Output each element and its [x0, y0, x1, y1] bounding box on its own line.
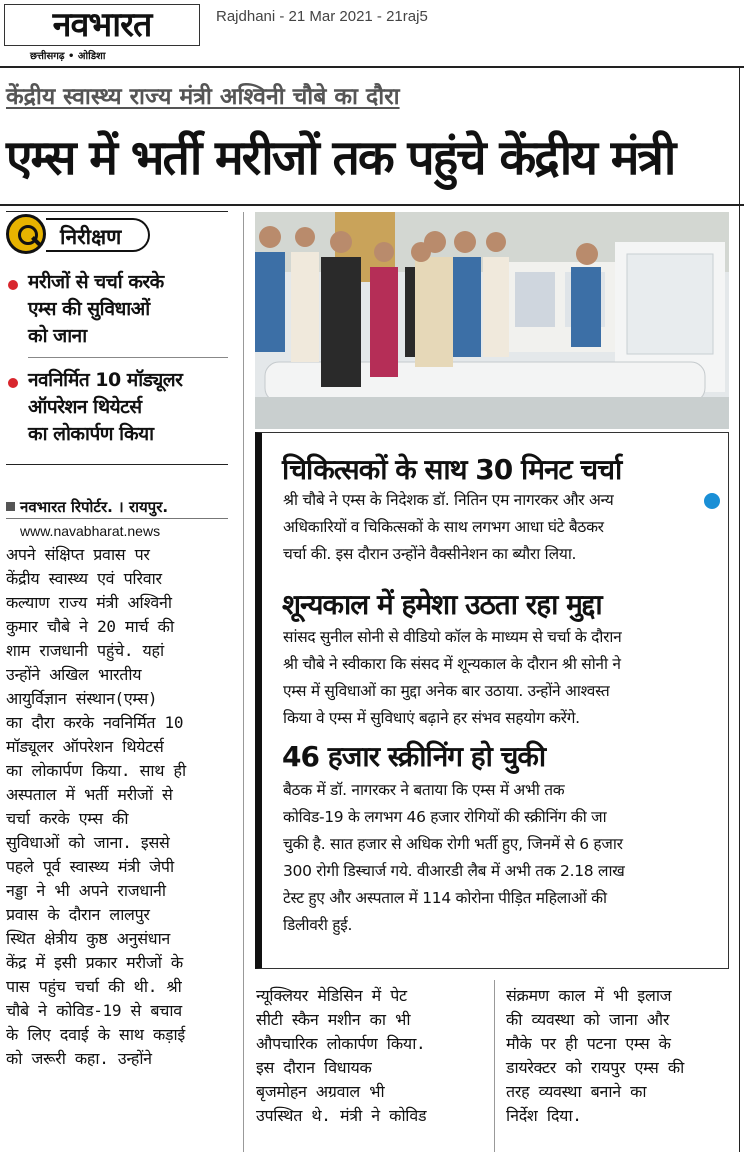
- top-rule: [0, 66, 744, 68]
- website: www.navabharat.news: [20, 523, 161, 539]
- inspection-label: निरीक्षण: [46, 218, 150, 252]
- panel-bottom-rule: [6, 464, 228, 465]
- point-divider: [28, 357, 228, 358]
- byline-square: [6, 502, 15, 511]
- column-rule: [494, 980, 495, 1152]
- section-heading-1: चिकित्सकों के साथ 30 मिनट चर्चा: [282, 453, 622, 486]
- section-text-1: श्री चौबे ने एम्स के निदेशक डॉ. नितिन एम नागरकर और अन्य अधिकारियों व चिकित्सकों के साथ लगभग आधा घंटे बैठकर चर्चा की. इस दौरान उन्होंने वैक्सीनेशन का ब्यौरा लिया.: [283, 491, 614, 563]
- inspection-point-1: मरीजों से चर्चा करके एम्स की सुविधाओं को जाना: [28, 271, 164, 347]
- news-photo: [255, 212, 729, 429]
- column-rule: [243, 212, 244, 1152]
- headline-rule: [0, 204, 744, 206]
- byline: नवभारत रिपोर्टर. । रायपुर.: [20, 498, 169, 516]
- bullet-dot: [8, 280, 18, 290]
- page-edge-rule: [739, 66, 740, 1152]
- body-column-1: अपने संक्षिप्त प्रवास पर केंद्रीय स्वास्थ्य एवं परिवार कल्याण राज्य मंत्री अश्विनी कुमार चौबे ने 20 मार्च की शाम राजधानी पहुंचे. यहां उन्होंने अखिल भारतीय आयुर्विज्ञान संस्थान(एम्स) का दौरा करके नवनिर्मित 10 मॉड्यूलर ऑपरेशन थियेटर्स का लोकार्पण किया. साथ ही अस्पताल में भर्ती मरीजों से चर्चा करके एम्स की सुविधाओं को जाना. इससे पहले पूर्व स्वास्थ्य मंत्री जेपी नड्डा ने भी अपने राजधानी प्रवास के दौरान लालपुर स्थित क्षेत्रीय कुष्ठ अनुसंधान केंद्र में इसी प्रकार मरीजों के पास पहुंच चर्चा की थी. श्री चौबे ने कोविड-19 से बचाव के लिए दवाई के साथ कड़ाई को जरूरी कहा. उन्होंने: [6, 545, 186, 1068]
- decorative-dot: [702, 491, 722, 511]
- section-text-3: बैठक में डॉ. नागरकर ने बताया कि एम्स में अभी तक कोविड-19 के लगभग 46 हजार रोगियों की स्क्रीनिंग की जा चुकी है. सात हजार से अधिक रोगी भर्ती हुए, जिनमें से 6 हजार 300 रोगी डिस्चार्ज गये. वीआरडी लैब में अभी तक 2.18 लाख टेस्ट हुए और अस्पताल में 114 कोरोना पीड़ित महिलाओं की डिलीवरी हुई.: [283, 781, 625, 934]
- kicker: केंद्रीय स्वास्थ्य राज्य मंत्री अश्विनी चौबे का दौरा: [6, 84, 400, 110]
- edition-line: Rajdhani - 21 Mar 2021 - 21raj5: [216, 8, 428, 25]
- section-text-2: सांसद सुनील सोनी से वीडियो कॉल के माध्यम से चर्चा के दौरान श्री चौबे ने स्वीकारा कि संसद में शून्यकाल के दौरान श्री सोनी ने एम्स में सुविधाओं का मुद्दा अनेक बार उठाया. उन्होंने आश्वस्त किया वे एम्स में सुविधाएं बढ़ाने हर संभव सहयोग करेंगे.: [283, 628, 622, 727]
- logo-subtitle: छत्तीसगढ़ • ओडिशा: [30, 51, 106, 62]
- masthead: [4, 4, 198, 62]
- headline: एम्स में भर्ती मरीजों तक पहुंचे केंद्रीय मंत्री: [6, 130, 675, 186]
- newspaper-logo: नवभारत: [4, 4, 200, 46]
- section-heading-3: 46 हजार स्क्रीनिंग हो चुकी: [282, 740, 546, 773]
- magnifier-icon: [6, 214, 46, 254]
- byline-rule: [6, 518, 228, 519]
- inspection-point-2: नवनिर्मित 10 मॉड्यूलर ऑपरेशन थियेटर्स का लोकार्पण किया: [28, 369, 183, 445]
- panel-top-rule: [6, 211, 228, 212]
- body-column-3: संक्रमण काल में भी इलाज की व्यवस्था को जाना और मौके पर ही पटना एम्स के डायरेक्टर को रायपुर एम्स की तरह व्यवस्था बनाने का निर्देश दिया.: [506, 986, 685, 1125]
- photo-illustration: [255, 212, 729, 429]
- body-column-2: न्यूक्लियर मेडिसिन में पेट सीटी स्कैन मशीन का भी औपचारिक लोकार्पण किया. इस दौरान विधायक बृजमोहन अग्रवाल भी उपस्थित थे. मंत्री ने कोविड: [256, 986, 427, 1125]
- section-heading-2: शून्यकाल में हमेशा उठता रहा मुद्दा: [282, 588, 602, 621]
- bullet-dot: [8, 378, 18, 388]
